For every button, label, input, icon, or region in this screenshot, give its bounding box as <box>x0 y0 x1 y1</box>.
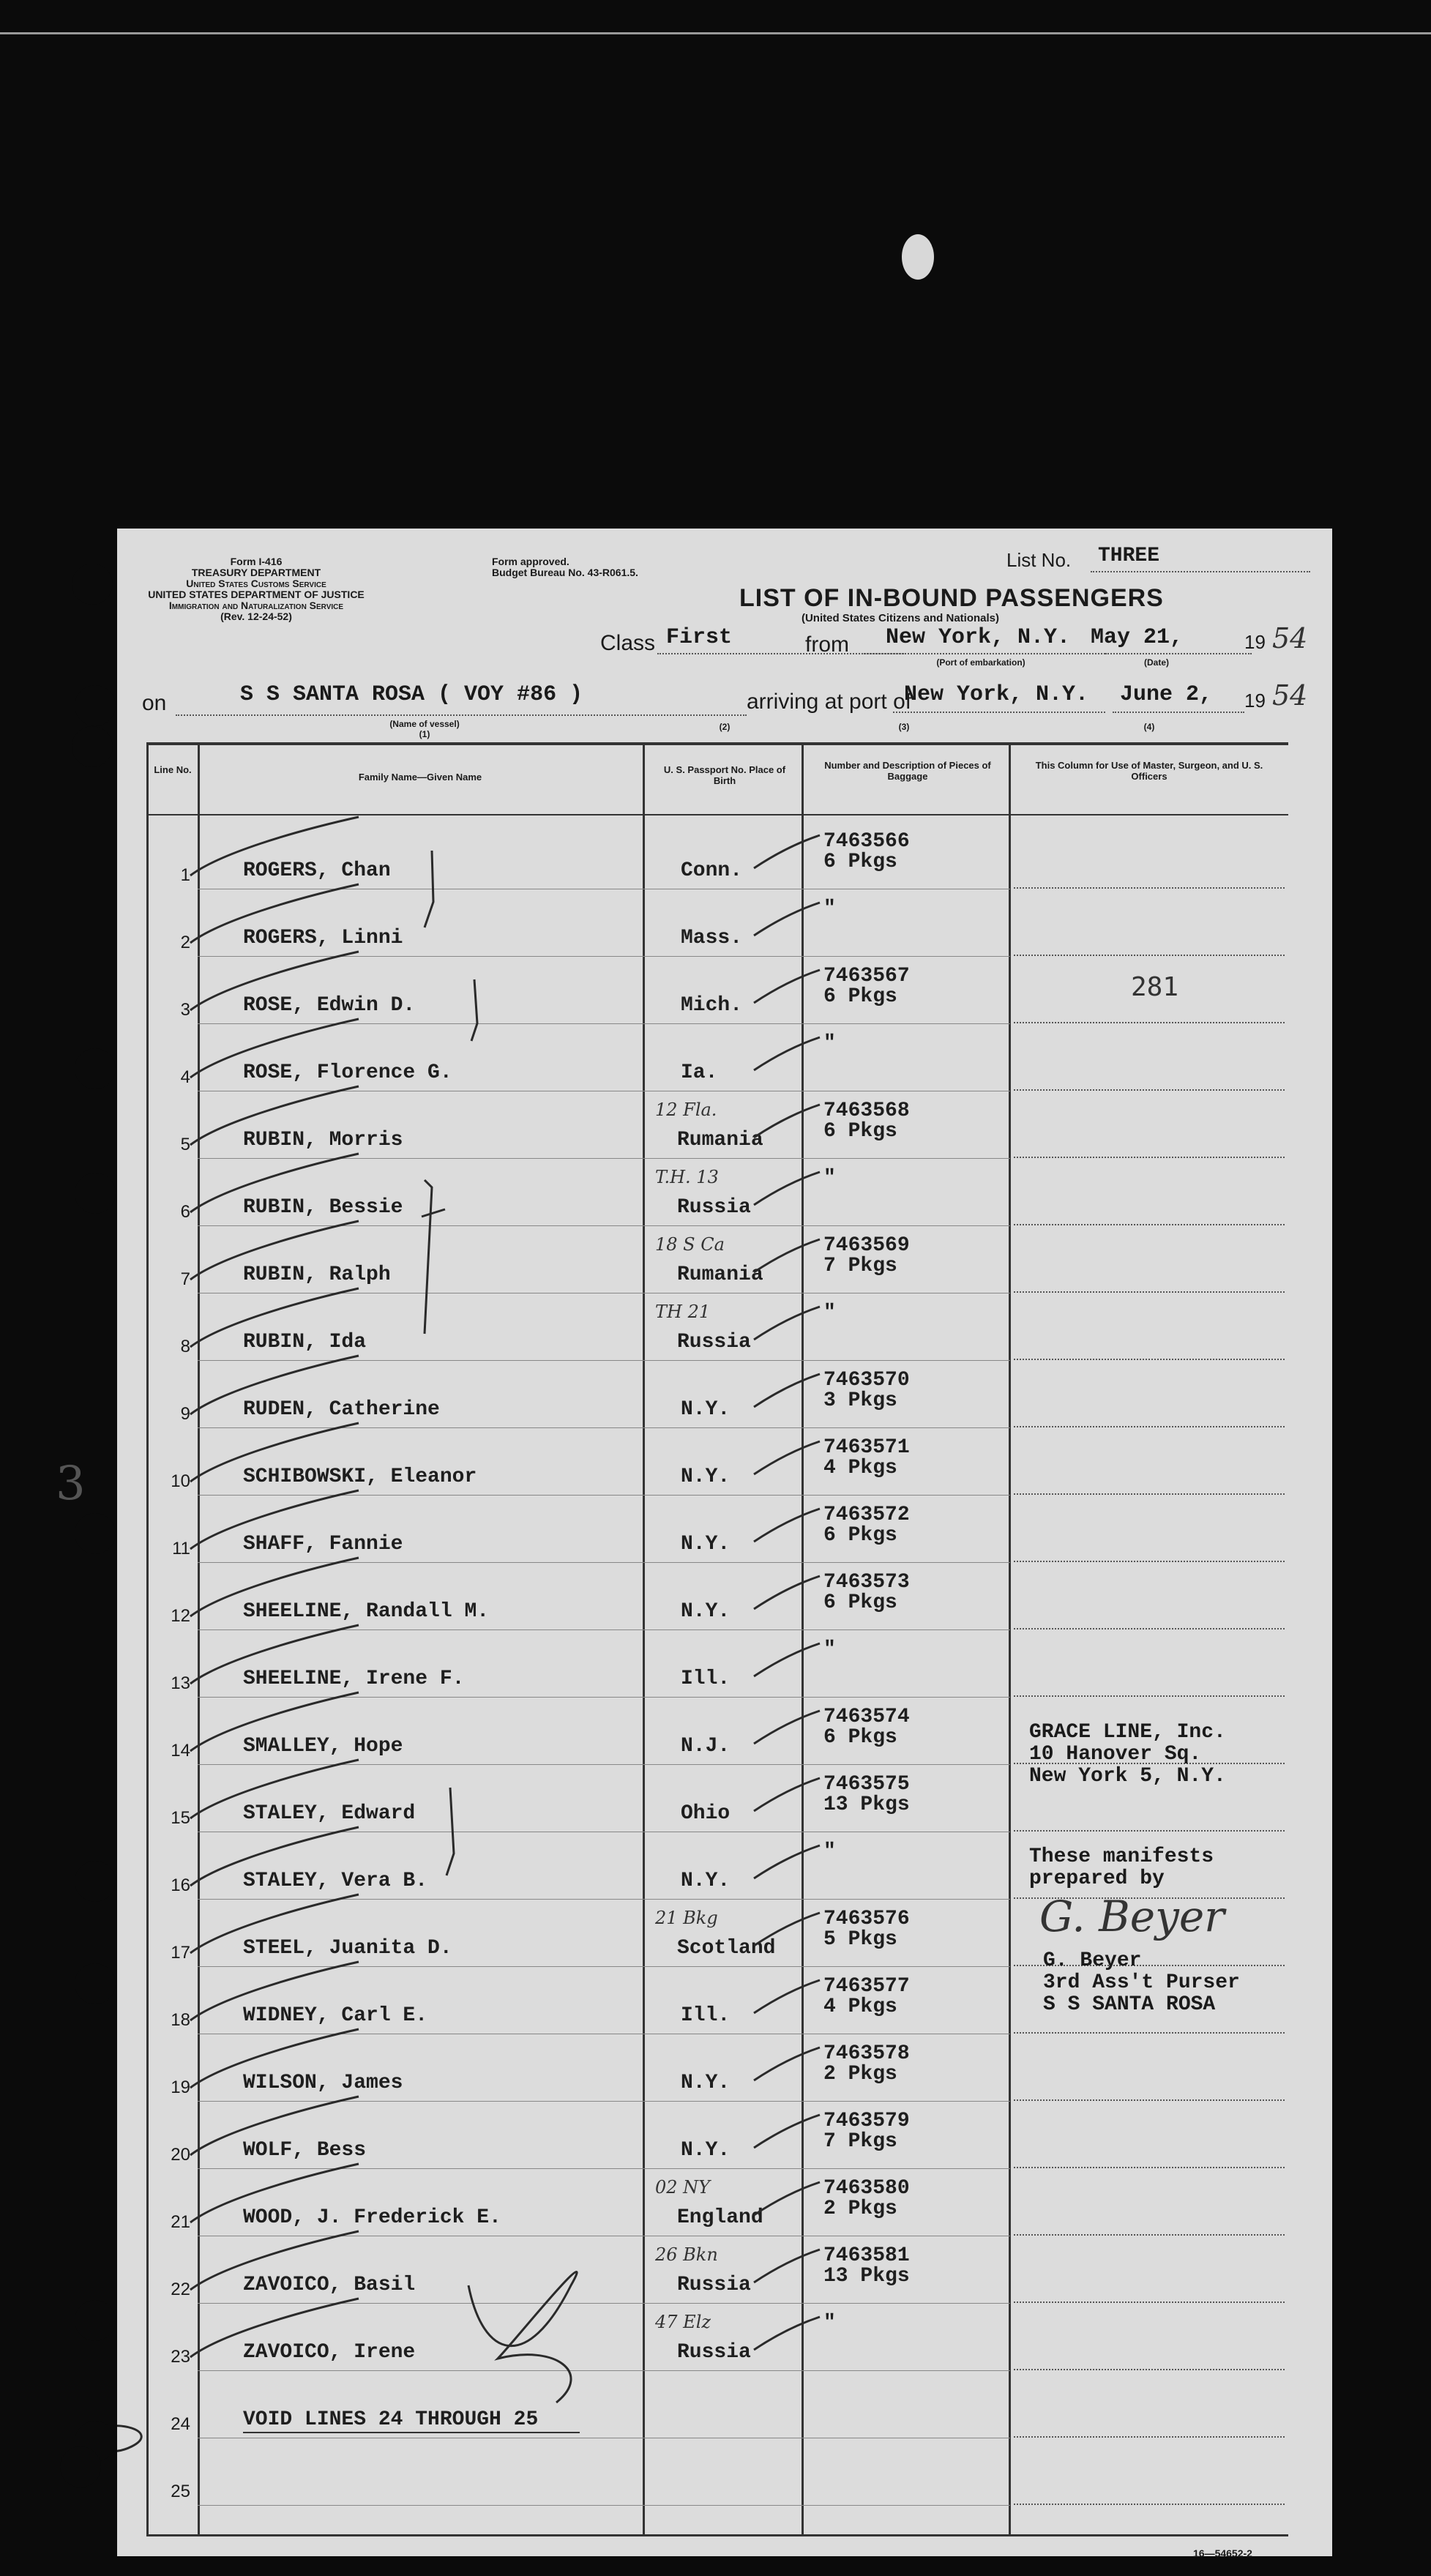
on-label: on <box>142 691 167 715</box>
baggage-pieces: 3 Pkgs <box>823 1389 897 1412</box>
place-check-mark <box>754 1239 820 1272</box>
punch-hole <box>72 564 113 605</box>
place-check-mark <box>754 1778 820 1811</box>
vessel-label-text: (Name of vessel) <box>389 719 460 729</box>
grace-line-address: 10 Hanover Sq. <box>1029 1743 1202 1766</box>
birth-place: Ill. <box>681 1668 731 1690</box>
punch-hole <box>60 2446 101 2487</box>
baggage-pieces: 2 Pkgs <box>823 2198 897 2220</box>
place-check-mark <box>754 2182 820 2215</box>
passenger-name: VOID LINES 24 THROUGH 25 <box>243 2408 539 2431</box>
birth-place: N.Y. <box>681 2139 731 2162</box>
passenger-name: STALEY, Vera B. <box>243 1870 428 1892</box>
birth-place: Conn. <box>681 859 743 882</box>
line-number: 10 <box>171 1471 190 1491</box>
name-check-mark <box>190 1625 359 1684</box>
baggage-number: " <box>823 897 836 920</box>
baggage-pieces: 4 Pkgs <box>823 1996 897 2018</box>
punch-hole <box>75 1173 116 1214</box>
baggage-number: 7463570 <box>823 1369 910 1392</box>
baggage-number: 7463579 <box>823 2110 910 2132</box>
dept-justice-sub: Immigration and Naturalization Service <box>168 600 344 611</box>
name-check-mark <box>190 1490 359 1549</box>
place-check-mark <box>754 1307 820 1340</box>
date-label: (Date) <box>1143 657 1169 668</box>
baggage-pieces: 7 Pkgs <box>823 1255 897 1277</box>
dept-treasury: TREASURY DEPARTMENT <box>191 567 321 578</box>
name-check-mark <box>190 1827 359 1886</box>
scribble-mark <box>468 2272 577 2403</box>
baggage-pieces: 6 Pkgs <box>823 1120 897 1143</box>
birth-place: Russia <box>677 1196 751 1219</box>
baggage-pieces: 6 Pkgs <box>823 851 897 873</box>
baggage-pieces: 4 Pkgs <box>823 1457 897 1479</box>
budget-bureau: Budget Bureau No. 43-R061.5. <box>492 567 638 578</box>
passenger-name: RUBIN, Ralph <box>243 1263 391 1286</box>
name-check-mark <box>190 2097 359 2155</box>
bracket-mark <box>425 851 433 927</box>
baggage-number: 7463580 <box>823 2177 910 2200</box>
baggage-number: 7463576 <box>823 1908 910 1930</box>
place-check-mark <box>754 2250 820 2282</box>
line-number: 17 <box>171 1943 190 1963</box>
from-label: from <box>805 632 849 657</box>
birth-place: Mich. <box>681 994 743 1017</box>
baggage-pieces: 13 Pkgs <box>823 2265 910 2288</box>
birth-place: Russia <box>677 2274 751 2296</box>
passenger-name: ROGERS, Chan <box>243 859 391 882</box>
baggage-number: 7463575 <box>823 1773 910 1796</box>
form-subtitle: (United States Citizens and Nationals) <box>801 612 1000 624</box>
pen-marks <box>117 529 1332 2556</box>
passenger-name: STEEL, Juanita D. <box>243 1937 452 1960</box>
line-number: 2 <box>180 933 190 952</box>
baggage-number: 7463566 <box>823 830 910 853</box>
baggage-number: " <box>823 1840 836 1863</box>
birth-place: N.Y. <box>681 1533 731 1556</box>
passenger-name: WOOD, J. Frederick E. <box>243 2206 501 2229</box>
punch-hole <box>75 2300 116 2341</box>
birth-place: Russia <box>677 1331 751 1354</box>
name-check-mark <box>190 1356 359 1414</box>
col-num-3: (3) <box>898 722 910 732</box>
line-number: 14 <box>171 1741 190 1761</box>
punch-hole <box>75 1048 116 1089</box>
line-number: 8 <box>180 1337 190 1356</box>
line-number: 3 <box>180 1000 190 1020</box>
passenger-name: ROGERS, Linni <box>243 927 403 949</box>
baggage-number: " <box>823 1638 836 1661</box>
baggage-number: " <box>823 1032 836 1055</box>
passenger-name: RUBIN, Bessie <box>243 1196 403 1219</box>
name-check-mark <box>190 1019 359 1078</box>
handwritten-note: T.H. 13 <box>655 1167 719 1187</box>
birth-place: Ohio <box>681 1802 731 1825</box>
passenger-name: ZAVOICO, Irene <box>243 2341 416 2364</box>
punch-hole <box>75 1861 116 1902</box>
grace-line-city: New York 5, N.Y. <box>1029 1765 1226 1788</box>
scan-spot <box>902 234 934 280</box>
line-number: 16 <box>171 1875 190 1895</box>
birth-place: Ia. <box>681 1061 718 1084</box>
place-check-mark <box>754 1037 820 1070</box>
col-header-line: Line No. <box>154 764 192 775</box>
line-number: 20 <box>171 2145 190 2165</box>
handwritten-note: 21 Bkg <box>655 1908 718 1928</box>
form-revision: (Rev. 12-24-52) <box>220 611 292 622</box>
place-check-mark <box>754 1509 820 1542</box>
arrival-port: New York, N.Y. <box>904 682 1089 707</box>
place-check-mark <box>754 835 820 868</box>
place-check-mark <box>754 903 820 936</box>
year-prefix: 19 <box>1244 631 1266 653</box>
baggage-number: 7463569 <box>823 1234 910 1257</box>
date-value: May 21, <box>1091 625 1184 650</box>
birth-place: England <box>677 2206 763 2229</box>
passenger-name: SHEELINE, Randall M. <box>243 1600 490 1623</box>
handwritten-note: 12 Fla. <box>655 1100 717 1120</box>
baggage-number: " <box>823 2312 836 2334</box>
purser-ship: S S SANTA ROSA <box>1043 1993 1216 2016</box>
baggage-pieces: 5 Pkgs <box>823 1928 897 1951</box>
signature: G. Beyer <box>1039 1892 1225 1941</box>
place-check-mark <box>754 2317 820 2350</box>
birth-place: N.Y. <box>681 1466 731 1488</box>
year-prefix: 19 <box>1244 690 1266 712</box>
name-check-mark <box>190 1692 359 1751</box>
line-number: 22 <box>171 2280 190 2299</box>
col-header-name: Family Name—Given Name <box>358 772 482 783</box>
name-check-mark <box>190 2299 359 2357</box>
line-number: 1 <box>180 865 190 885</box>
line-number: 6 <box>180 1202 190 1222</box>
baggage-number: 7463572 <box>823 1504 910 1526</box>
name-check-mark <box>190 817 359 876</box>
name-check-mark <box>190 1288 359 1347</box>
birth-place: Scotland <box>677 1937 776 1960</box>
from-value: New York, N.Y. <box>886 625 1071 650</box>
list-no-value: THREE <box>1098 545 1160 567</box>
passenger-name: RUBIN, Morris <box>243 1129 403 1151</box>
handwritten-note: 02 NY <box>655 2177 711 2198</box>
place-check-mark <box>754 1105 820 1138</box>
line-number: 15 <box>171 1808 190 1828</box>
place-check-mark <box>754 1172 820 1205</box>
line-number: 11 <box>172 1539 190 1558</box>
handwritten-note: 47 Elz <box>655 2312 711 2332</box>
form-footer-number: 16—54652-2 <box>1193 2547 1252 2559</box>
name-check-mark <box>190 2164 359 2222</box>
handwritten-note: TH 21 <box>655 1302 711 1322</box>
purser-title: 3rd Ass't Purser <box>1043 1971 1240 1994</box>
purser-name: G. Beyer <box>1043 1949 1142 1972</box>
birth-place: N.Y. <box>681 1600 731 1623</box>
col-header-passport: U. S. Passport No. Place of Birth <box>663 764 786 786</box>
name-check-mark <box>190 1086 359 1145</box>
line-number: 21 <box>171 2212 190 2232</box>
place-check-mark <box>754 1441 820 1474</box>
prepared-text-2: prepared by <box>1029 1867 1165 1890</box>
passenger-name: WILSON, James <box>243 2072 403 2094</box>
passenger-name: STALEY, Edward <box>243 1802 416 1825</box>
baggage-pieces: 7 Pkgs <box>823 2130 897 2153</box>
baggage-pieces: 6 Pkgs <box>823 1726 897 1749</box>
passenger-name: RUDEN, Catherine <box>243 1398 440 1421</box>
baggage-pieces: 6 Pkgs <box>823 1591 897 1614</box>
check-marks <box>190 817 820 2357</box>
place-check-mark <box>754 1711 820 1744</box>
line-number: 24 <box>171 2414 190 2434</box>
passenger-name: ZAVOICO, Basil <box>243 2274 416 2296</box>
name-check-mark <box>190 1558 359 1616</box>
punch-hole <box>72 726 113 767</box>
place-check-mark <box>754 2047 820 2080</box>
birth-place: Rumania <box>677 1263 763 1286</box>
name-check-mark <box>190 1221 359 1280</box>
place-check-mark <box>754 2115 820 2148</box>
arrival-date: June 2, <box>1120 682 1213 707</box>
passenger-name: WOLF, Bess <box>243 2139 367 2162</box>
top-border-line <box>0 32 1431 34</box>
port-embark-label: (Port of embarkation) <box>936 657 1025 668</box>
line-number: 7 <box>180 1269 190 1289</box>
name-check-mark <box>190 1894 359 1953</box>
vessel-name: S S SANTA ROSA ( VOY #86 ) <box>240 682 583 707</box>
line-number: 12 <box>171 1606 190 1626</box>
place-check-mark <box>754 970 820 1003</box>
name-check-mark <box>190 1423 359 1482</box>
birth-place: N.Y. <box>681 2072 731 2094</box>
grace-line-name: GRACE LINE, Inc. <box>1029 1721 1226 1744</box>
name-check-mark <box>190 1760 359 1818</box>
baggage-pieces: 2 Pkgs <box>823 2063 897 2086</box>
bracket-mark <box>422 1180 445 1334</box>
birth-place: Ill. <box>681 2004 731 2027</box>
name-check-mark <box>190 2029 359 2088</box>
dept-justice: UNITED STATES DEPARTMENT OF JUSTICE <box>148 589 365 600</box>
birth-place: N.J. <box>681 1735 731 1758</box>
list-no-label: List No. <box>1006 549 1072 571</box>
year-value: 54 <box>1272 622 1308 654</box>
col-num-2: (2) <box>719 722 731 732</box>
line-number: 13 <box>171 1673 190 1693</box>
prepared-text-1: These manifests <box>1029 1845 1214 1868</box>
name-check-mark <box>190 884 359 943</box>
count-annotation: 281 <box>1131 972 1179 1002</box>
line-number: 25 <box>171 2482 190 2501</box>
name-check-mark <box>190 2231 359 2290</box>
class-label: Class <box>600 631 656 655</box>
baggage-pieces: 6 Pkgs <box>823 1524 897 1547</box>
passenger-name: WIDNEY, Carl E. <box>243 2004 428 2027</box>
birth-place: Russia <box>677 2341 751 2364</box>
place-check-mark <box>754 1576 820 1609</box>
handwritten-note: 18 S Ca <box>655 1234 725 1255</box>
birth-place: N.Y. <box>681 1398 731 1421</box>
baggage-number: 7463578 <box>823 2042 910 2065</box>
col-num-4: (4) <box>1143 722 1155 732</box>
manifest-sheet <box>117 529 1332 2559</box>
name-check-mark <box>190 1154 359 1212</box>
baggage-number: 7463567 <box>823 965 910 988</box>
baggage-number: 7463577 <box>823 1975 910 1998</box>
place-check-mark <box>754 1980 820 2013</box>
arriving-label: arriving at port of <box>747 690 912 714</box>
birth-place: N.Y. <box>681 1870 731 1892</box>
line-number: 18 <box>171 2010 190 2030</box>
circle-mark <box>117 2424 141 2452</box>
year-value: 54 <box>1272 679 1308 712</box>
punch-hole <box>75 1963 116 2004</box>
form-id: Form I-416 <box>230 556 283 567</box>
col-header-officers: This Column for Use of Master, Surgeon, and U. S. Officers <box>1035 760 1263 782</box>
form-approved: Form approved. <box>492 556 569 567</box>
bracket-mark <box>447 1788 454 1875</box>
class-value: First <box>666 625 733 650</box>
passenger-name: SHEELINE, Irene F. <box>243 1668 465 1690</box>
passenger-name: ROSE, Florence G. <box>243 1061 452 1084</box>
place-check-mark <box>754 1913 820 1946</box>
passenger-name: SMALLEY, Hope <box>243 1735 403 1758</box>
line-number: 23 <box>171 2347 190 2367</box>
line-number: 19 <box>171 2077 190 2097</box>
bracket-mark <box>471 979 477 1041</box>
line-number: 9 <box>180 1404 190 1424</box>
vessel-col-num: (1) <box>419 729 430 739</box>
baggage-number: 7463571 <box>823 1436 910 1459</box>
birth-place: Rumania <box>677 1129 763 1151</box>
name-check-mark <box>190 1962 359 2020</box>
place-check-mark <box>754 1643 820 1676</box>
baggage-number: " <box>823 1302 836 1324</box>
handwritten-note: 26 Bkn <box>655 2244 718 2265</box>
baggage-number: " <box>823 1167 836 1190</box>
dept-treasury-sub: United States Customs Service <box>186 578 326 589</box>
baggage-pieces: 13 Pkgs <box>823 1793 910 1816</box>
passenger-name: ROSE, Edwin D. <box>243 994 416 1017</box>
col-header-baggage: Number and Description of Pieces of Baggage <box>824 760 991 782</box>
form-title: LIST OF IN-BOUND PASSENGERS <box>739 584 1164 612</box>
passenger-name: SCHIBOWSKI, Eleanor <box>243 1466 477 1488</box>
line-number: 5 <box>180 1135 190 1154</box>
baggage-number: 7463581 <box>823 2244 910 2267</box>
baggage-number: 7463574 <box>823 1706 910 1728</box>
passenger-name: SHAFF, Fannie <box>243 1533 403 1556</box>
birth-place: Mass. <box>681 927 743 949</box>
passenger-name: RUBIN, Ida <box>243 1331 367 1354</box>
place-check-mark <box>754 1374 820 1407</box>
baggage-number: 7463573 <box>823 1571 910 1594</box>
place-check-mark <box>754 1845 820 1878</box>
margin-mark: 3 <box>56 1457 86 1511</box>
baggage-pieces: 6 Pkgs <box>823 985 897 1008</box>
name-check-mark <box>190 952 359 1010</box>
punch-hole <box>75 1513 116 1554</box>
baggage-number: 7463568 <box>823 1100 910 1122</box>
punch-hole <box>75 685 116 726</box>
line-number: 4 <box>180 1067 190 1087</box>
